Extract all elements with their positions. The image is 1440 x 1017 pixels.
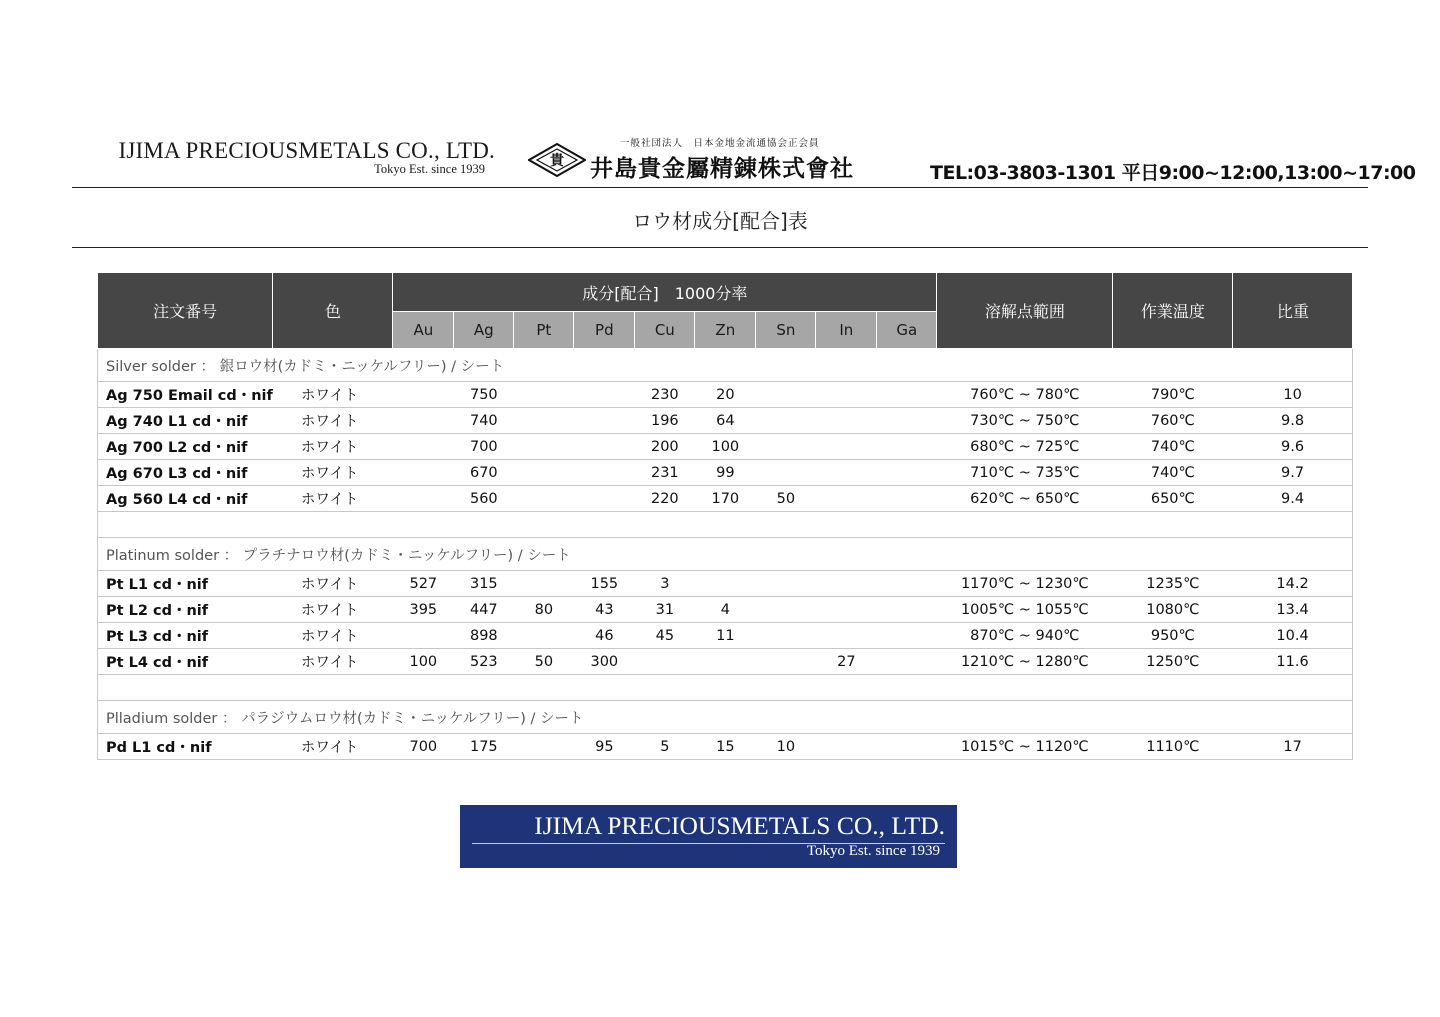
composition-au-cell <box>393 382 454 408</box>
composition-in-cell <box>816 382 877 408</box>
color-cell: ホワイト <box>273 649 393 675</box>
composition-ag-cell: 560 <box>454 486 514 512</box>
composition-ga-cell <box>877 597 937 623</box>
composition-au-cell: 395 <box>393 597 454 623</box>
section-title: Silver solder ： 銀ロウ材(カドミ・ニッケルフリー) / シート <box>98 349 1353 382</box>
composition-ga-cell <box>877 734 937 760</box>
order-number-cell: Ag 560 L4 cd・nif <box>98 486 273 512</box>
color-cell: ホワイト <box>273 734 393 760</box>
table-row <box>98 597 1353 623</box>
order-number-cell: Pt L4 cd・nif <box>98 649 273 675</box>
specific-gravity-cell: 9.7 <box>1233 460 1353 486</box>
composition-ag-cell: 898 <box>454 623 514 649</box>
work-temp-cell: 1110℃ <box>1113 734 1233 760</box>
work-temp-cell: 760℃ <box>1113 408 1233 434</box>
table-row <box>98 623 1353 649</box>
composition-sn-cell: 50 <box>756 486 816 512</box>
header-element-au: Au <box>393 312 454 349</box>
composition-pt-cell <box>514 734 574 760</box>
composition-ga-cell <box>877 649 937 675</box>
composition-au-cell <box>393 460 454 486</box>
composition-ag-cell: 523 <box>454 649 514 675</box>
composition-cu-cell: 5 <box>635 734 695 760</box>
composition-in-cell <box>816 623 877 649</box>
composition-pd-cell: 300 <box>574 649 635 675</box>
composition-pd-cell <box>574 434 635 460</box>
company-name-jp: 井島貴金屬精錬株式會社 <box>590 156 854 182</box>
composition-pt-cell: 50 <box>514 649 574 675</box>
composition-au-cell: 700 <box>393 734 454 760</box>
melting-range-cell: 710℃ ~ 735℃ <box>937 460 1113 486</box>
composition-in-cell <box>816 734 877 760</box>
table-row <box>98 734 1353 760</box>
header-divider <box>72 187 1368 188</box>
composition-zn-cell: 4 <box>695 597 756 623</box>
composition-in-cell <box>816 408 877 434</box>
header-element-sn: Sn <box>756 312 816 349</box>
melting-range-cell: 680℃ ~ 725℃ <box>937 434 1113 460</box>
composition-au-cell <box>393 408 454 434</box>
composition-in-cell <box>816 434 877 460</box>
melting-range-cell: 620℃ ~ 650℃ <box>937 486 1113 512</box>
melting-range-cell: 870℃ ~ 940℃ <box>937 623 1113 649</box>
composition-zn-cell: 20 <box>695 382 756 408</box>
table-row <box>98 460 1353 486</box>
order-number-cell: Pt L3 cd・nif <box>98 623 273 649</box>
composition-au-cell <box>393 486 454 512</box>
specific-gravity-cell: 9.6 <box>1233 434 1353 460</box>
footer-established: Tokyo Est. since 1939 <box>806 843 940 859</box>
composition-zn-cell: 64 <box>695 408 756 434</box>
order-number-cell: Ag 670 L3 cd・nif <box>98 460 273 486</box>
melting-range-cell: 1170℃ ~ 1230℃ <box>937 571 1113 597</box>
composition-pt-cell <box>514 408 574 434</box>
composition-ga-cell <box>877 408 937 434</box>
composition-zn-cell <box>695 571 756 597</box>
composition-ga-cell <box>877 382 937 408</box>
composition-ga-cell <box>877 486 937 512</box>
phone-hours: TEL:03-3803-1301 平日9:00~12:00,13:00~17:00 <box>930 162 1416 184</box>
composition-pt-cell: 80 <box>514 597 574 623</box>
work-temp-cell: 1080℃ <box>1113 597 1233 623</box>
header-element-ga: Ga <box>877 312 937 349</box>
color-cell: ホワイト <box>273 460 393 486</box>
composition-zn-cell: 11 <box>695 623 756 649</box>
section-title: Platinum solder ： プラチナロウ材(カドミ・ニッケルフリー) / シート <box>98 538 1353 571</box>
color-cell: ホワイト <box>273 623 393 649</box>
table-row <box>98 382 1353 408</box>
specific-gravity-cell: 10 <box>1233 382 1353 408</box>
composition-cu-cell: 196 <box>635 408 695 434</box>
order-number-cell: Pt L2 cd・nif <box>98 597 273 623</box>
composition-pd-cell: 155 <box>574 571 635 597</box>
composition-zn-cell <box>695 649 756 675</box>
composition-pt-cell <box>514 623 574 649</box>
composition-pt-cell <box>514 382 574 408</box>
composition-in-cell: 27 <box>816 649 877 675</box>
header-element-zn: Zn <box>695 312 756 349</box>
composition-ga-cell <box>877 571 937 597</box>
melting-range-cell: 1210℃ ~ 1280℃ <box>937 649 1113 675</box>
composition-pd-cell: 46 <box>574 623 635 649</box>
composition-in-cell <box>816 571 877 597</box>
composition-cu-cell: 231 <box>635 460 695 486</box>
composition-ag-cell: 447 <box>454 597 514 623</box>
page-title: ロウ材成分[配合]表 <box>632 209 808 233</box>
company-logo-jp <box>528 133 898 183</box>
table-row <box>98 486 1353 512</box>
composition-pt-cell <box>514 571 574 597</box>
composition-pt-cell <box>514 460 574 486</box>
composition-sn-cell <box>756 382 816 408</box>
order-number-cell: Pt L1 cd・nif <box>98 571 273 597</box>
work-temp-cell: 740℃ <box>1113 434 1233 460</box>
composition-sn-cell <box>756 623 816 649</box>
work-temp-cell: 650℃ <box>1113 486 1233 512</box>
header-composition: 成分[配合] 1000分率 <box>393 273 937 312</box>
composition-cu-cell: 31 <box>635 597 695 623</box>
company-name-en: IJIMA PRECIOUSMETALS CO., LTD. <box>118 138 495 163</box>
spacer-row <box>98 512 1353 538</box>
color-cell: ホワイト <box>273 434 393 460</box>
color-cell: ホワイト <box>273 408 393 434</box>
header-color: 色 <box>273 273 393 349</box>
composition-pd-cell <box>574 408 635 434</box>
footer-company-name: IJIMA PRECIOUSMETALS CO., LTD. <box>534 811 945 840</box>
table-row <box>98 571 1353 597</box>
order-number-cell: Ag 750 Email cd・nif <box>98 382 273 408</box>
header-element-ag: Ag <box>454 312 514 349</box>
composition-zn-cell: 99 <box>695 460 756 486</box>
composition-ga-cell <box>877 434 937 460</box>
header-element-in: In <box>816 312 877 349</box>
section-title: Plladium solder ： パラジウムロウ材(カドミ・ニッケルフリー) / シート <box>98 701 1353 734</box>
section-header-row <box>98 701 1353 734</box>
specific-gravity-cell: 9.4 <box>1233 486 1353 512</box>
composition-pd-cell: 43 <box>574 597 635 623</box>
header-company-block <box>110 138 495 177</box>
composition-cu-cell: 200 <box>635 434 695 460</box>
association-text: 一般社団法人 日本金地金流通協会正会員 <box>620 138 820 149</box>
specific-gravity-cell: 9.8 <box>1233 408 1353 434</box>
composition-sn-cell <box>756 649 816 675</box>
specific-gravity-cell: 10.4 <box>1233 623 1353 649</box>
header-specific-gravity: 比重 <box>1233 273 1353 349</box>
composition-ag-cell: 740 <box>454 408 514 434</box>
composition-cu-cell <box>635 649 695 675</box>
composition-ga-cell <box>877 460 937 486</box>
work-temp-cell: 790℃ <box>1113 382 1233 408</box>
header-order-number: 注文番号 <box>98 273 273 349</box>
header-element-pd: Pd <box>574 312 635 349</box>
section-header-row <box>98 349 1353 382</box>
composition-pd-cell <box>574 460 635 486</box>
color-cell: ホワイト <box>273 597 393 623</box>
composition-ga-cell <box>877 623 937 649</box>
composition-in-cell <box>816 460 877 486</box>
table-row <box>98 649 1353 675</box>
composition-pd-cell <box>574 486 635 512</box>
color-cell: ホワイト <box>273 486 393 512</box>
composition-au-cell: 100 <box>393 649 454 675</box>
composition-pd-cell: 95 <box>574 734 635 760</box>
composition-sn-cell <box>756 460 816 486</box>
work-temp-cell: 950℃ <box>1113 623 1233 649</box>
melting-range-cell: 1005℃ ~ 1055℃ <box>937 597 1113 623</box>
spacer-row <box>98 675 1353 701</box>
composition-ag-cell: 175 <box>454 734 514 760</box>
composition-ag-cell: 700 <box>454 434 514 460</box>
work-temp-cell: 1235℃ <box>1113 571 1233 597</box>
specific-gravity-cell: 11.6 <box>1233 649 1353 675</box>
melting-range-cell: 1015℃ ~ 1120℃ <box>937 734 1113 760</box>
composition-cu-cell: 220 <box>635 486 695 512</box>
seal-char: 貴 <box>550 153 564 169</box>
specific-gravity-cell: 13.4 <box>1233 597 1353 623</box>
composition-sn-cell <box>756 434 816 460</box>
order-number-cell: Ag 740 L1 cd・nif <box>98 408 273 434</box>
header-melting-range: 溶解点範囲 <box>937 273 1113 349</box>
composition-au-cell: 527 <box>393 571 454 597</box>
specific-gravity-cell: 14.2 <box>1233 571 1353 597</box>
composition-zn-cell: 170 <box>695 486 756 512</box>
title-divider <box>72 247 1368 248</box>
composition-pt-cell <box>514 434 574 460</box>
composition-sn-cell <box>756 571 816 597</box>
composition-zn-cell: 100 <box>695 434 756 460</box>
composition-in-cell <box>816 486 877 512</box>
work-temp-cell: 1250℃ <box>1113 649 1233 675</box>
composition-ag-cell: 315 <box>454 571 514 597</box>
composition-pt-cell <box>514 486 574 512</box>
composition-cu-cell: 3 <box>635 571 695 597</box>
table-row <box>98 408 1353 434</box>
work-temp-cell: 740℃ <box>1113 460 1233 486</box>
footer-logo <box>460 805 957 868</box>
company-seal-icon <box>528 143 586 177</box>
composition-sn-cell <box>756 408 816 434</box>
composition-table <box>97 272 1353 760</box>
specific-gravity-cell: 17 <box>1233 734 1353 760</box>
composition-cu-cell: 45 <box>635 623 695 649</box>
header-element-cu: Cu <box>635 312 695 349</box>
composition-sn-cell <box>756 597 816 623</box>
header-work-temp: 作業温度 <box>1113 273 1233 349</box>
composition-sn-cell: 10 <box>756 734 816 760</box>
composition-ag-cell: 670 <box>454 460 514 486</box>
order-number-cell: Ag 700 L2 cd・nif <box>98 434 273 460</box>
color-cell: ホワイト <box>273 382 393 408</box>
melting-range-cell: 730℃ ~ 750℃ <box>937 408 1113 434</box>
table-row <box>98 434 1353 460</box>
composition-in-cell <box>816 597 877 623</box>
composition-au-cell <box>393 434 454 460</box>
spacer-cell <box>98 675 1353 701</box>
header-element-pt: Pt <box>514 312 574 349</box>
composition-ag-cell: 750 <box>454 382 514 408</box>
order-number-cell: Pd L1 cd・nif <box>98 734 273 760</box>
melting-range-cell: 760℃ ~ 780℃ <box>937 382 1113 408</box>
composition-zn-cell: 15 <box>695 734 756 760</box>
color-cell: ホワイト <box>273 571 393 597</box>
section-header-row <box>98 538 1353 571</box>
spacer-cell <box>98 512 1353 538</box>
composition-au-cell <box>393 623 454 649</box>
composition-cu-cell: 230 <box>635 382 695 408</box>
composition-pd-cell <box>574 382 635 408</box>
established-text: Tokyo Est. since 1939 <box>374 162 485 176</box>
